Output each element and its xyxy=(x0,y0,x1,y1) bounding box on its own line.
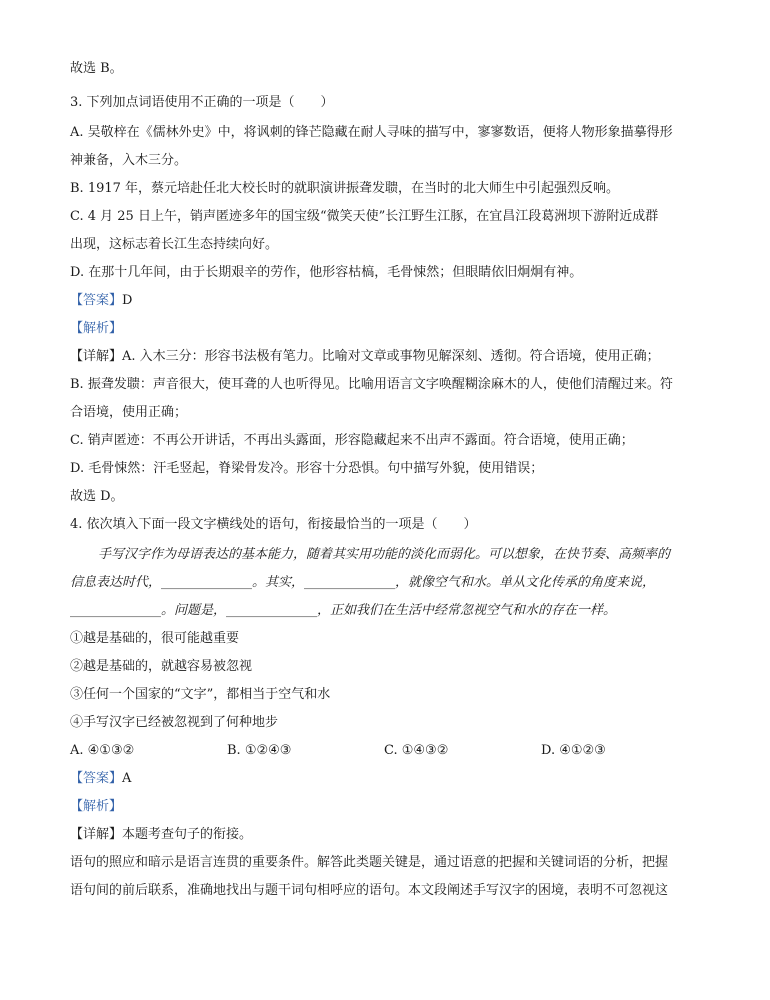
q4-sentence-2: ②越是基础的，就越容易被忽视 xyxy=(70,659,253,674)
previous-conclusion: 故选 B。 xyxy=(70,61,123,76)
detail-text: A. 入木三分：形容书法极有笔力。比喻对文章或事物见解深刻、透彻。符合语境，使用正确； xyxy=(122,349,660,364)
q4-sentence-3: ③任何一个国家的“文字”，都相当于空气和水 xyxy=(70,687,331,702)
q3-detail-b-line1: B. 振聋发聩：声音很大，使耳聋的人也听得见。比喻用语言文字唤醒糊涂麻木的人，使他们清醒过来。符 xyxy=(70,377,673,392)
q4-answer xyxy=(70,770,710,788)
q3-option-c-line1: C. 4 月 25 日上午，销声匿迹多年的国宝级“微笑天使”长江野生江豚，在宜昌江段葛洲坝下游附近成群 xyxy=(70,209,659,224)
q3-conclusion: 故选 D。 xyxy=(70,489,124,504)
question-3-title: 3. 下列加点词语使用不正确的一项是（ ） xyxy=(70,95,334,110)
q4-sentence-1: ①越是基础的，很可能越重要 xyxy=(70,631,240,646)
q3-answer xyxy=(70,292,710,310)
q3-option-b: B. 1917 年，蔡元培赴任北大校长时的就职演讲振聋发聩，在当时的北大师生中引起强烈反响。 xyxy=(70,181,620,196)
q4-passage-line3: ______________。问题是，______________，正如我们在生活中经常忽视空气和水的存在一样。 xyxy=(70,603,617,618)
q3-detail-c: C. 销声匿迹：不再公开讲话，不再出头露面，形容隐藏起来不出声不露面。符合语境，使用正确； xyxy=(70,433,634,448)
q4-detail-2: 语句的照应和暗示是语言连贯的重要条件。解答此类题关键是，通过语意的把握和关键词语的分析，把握 xyxy=(70,855,669,870)
q4-passage-line1: 手写汉字作为母语表达的基本能力，随着其实用功能的淡化而弱化。可以想象，在快节奏、高频率的 xyxy=(98,547,671,562)
detail-text: 本题考查句子的衔接。 xyxy=(122,827,253,842)
q4-option-d: D. ④①②③ xyxy=(541,743,606,758)
q3-option-c-line2: 出现，这标志着长江生态持续向好。 xyxy=(70,237,279,252)
q4-passage-line2: 信息表达时代，______________。其实，______________，就像空气和水。单从文化传承的角度来说， xyxy=(70,575,656,590)
detail-label: 【详解】 xyxy=(70,827,123,842)
q3-option-a-line2: 神兼备，入木三分。 xyxy=(70,153,188,168)
detail-label: 【详解】 xyxy=(70,349,123,364)
q4-sentence-4: ④手写汉字已经被忽视到了何种地步 xyxy=(70,715,279,730)
q4-option-c: C. ①④③② xyxy=(384,743,449,758)
q4-detail-3: 语句间的前后联系，准确地找出与题干词句相呼应的语句。本文段阐述手写汉字的困境，表明不可忽视这 xyxy=(70,883,669,898)
q4-detail-1 xyxy=(70,826,710,844)
q4-option-a: A. ④①③② xyxy=(70,743,135,758)
q4-analysis-label: 【解析】 xyxy=(70,799,123,814)
answer-label: 【答案】 xyxy=(70,771,123,786)
q3-option-d: D. 在那十几年间，由于长期艰辛的劳作，他形容枯槁，毛骨悚然；但眼睛依旧炯炯有神。 xyxy=(70,265,583,280)
answer-value: D xyxy=(122,293,133,308)
q3-detail-d: D. 毛骨悚然：汗毛竖起，脊梁骨发冷。形容十分恐惧。句中描写外貌，使用错误； xyxy=(70,461,544,476)
question-4-title: 4. 依次填入下面一段文字横线处的语句，衔接最恰当的一项是（ ） xyxy=(70,517,477,532)
q4-option-b: B. ①②④③ xyxy=(227,743,292,758)
q3-analysis-label: 【解析】 xyxy=(70,321,123,336)
answer-label: 【答案】 xyxy=(70,293,123,308)
q3-detail-a xyxy=(70,348,710,366)
q3-option-a-line1: A. 吴敬梓在《儒林外史》中，将讽刺的锋芒隐藏在耐人寻味的描写中，寥寥数语，便将人物形象描摹得形 xyxy=(70,125,673,140)
answer-value: A xyxy=(122,771,132,786)
q3-detail-b-line2: 合语境，使用正确； xyxy=(70,405,188,420)
